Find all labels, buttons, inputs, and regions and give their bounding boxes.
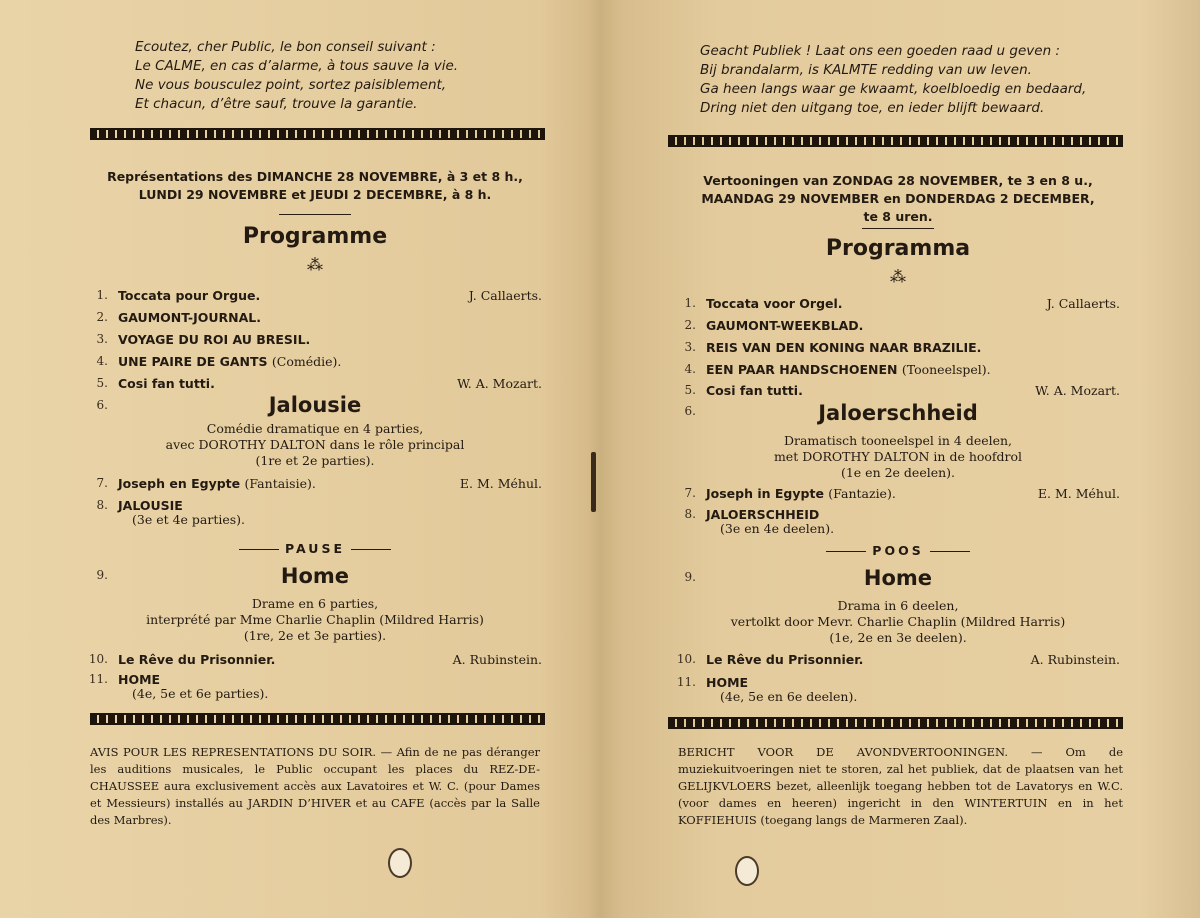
item-number: 9. [684,570,696,584]
item-title: GAUMONT-WEEKBLAD. [706,318,864,333]
item-number: 1. [96,288,108,302]
dates-line: te 8 uren. [863,209,933,224]
item-subtitle: (3e en 4e deelen). [720,521,835,536]
item-title: Toccata voor Orgel. [706,296,843,311]
item-number: 3. [684,340,696,354]
item-number: 10. [88,652,108,666]
item-number: 2. [684,318,696,332]
item-number: 8. [96,498,108,512]
feature-title: Jaloerschheid [818,401,978,425]
item-composer: W. A. Mozart. [1035,383,1120,398]
verse-line: Le CALME, en cas d’alarme, à tous sauve la vie. [135,58,459,74]
item-title: JALOUSIE [118,498,183,513]
item-title: Joseph in Egypte (Fantazie). [706,486,896,501]
evening-notice-nl: BERICHT VOOR DE AVONDVERTOONINGEN. — Om de muziekuitvoeringen niet te storen, zal het publiek, dat de plaatsen van het GELIJKVLOERS bezet, alleenlijk toegang hebben tot de Lavatorys en W.C. (voor dames en heeren) ingericht in den WINTERTUIN en in het KOFFIEHUIS (toegang langs de Marmeren Zaal). [678,745,1123,827]
feature-description: Comédie dramatique en 4 parties, avec DOROTHY DALTON dans le rôle principal (1re et 2e parties). [165,421,465,468]
item-composer: E. M. Méhul. [1037,486,1120,501]
item-number: 1. [684,296,696,310]
verse-line: Ne vous bousculez point, sortez paisiblement, [135,77,447,93]
short-rule [862,228,934,229]
item-number: 3. [96,332,108,346]
item-number: 6. [96,398,108,412]
feature-title: Home [280,564,350,588]
dashed-divider [90,128,545,140]
item-title: Le Rêve du Prisonnier. [706,652,864,667]
verse-line: Geacht Publiek ! Laat ons een goeden raad u geven : [700,43,1060,59]
item-composer: A. Rubinstein. [1030,652,1120,667]
ornament-icon: ⁂ [890,267,906,286]
item-title: Toccata pour Orgue. [118,288,261,303]
evening-notice-fr: AVIS POUR LES REPRESENTATIONS DU SOIR. — Afin de ne pas déranger les auditions musicales, le Public occupant les places du REZ-DE-CHAUSSEE aura exclusivement accès aux Lavatoires et W. C. (pour Dames et Messieurs) installés au JARDIN D’HIVER et au CAFE (accès par la Salle des Marbres). [90,745,540,827]
dashed-divider [90,713,545,725]
item-number: 5. [684,383,696,397]
item-title: Cosi fan tutti. [706,383,803,398]
verse-line: Ga heen langs waar ge kwaamt, koelbloedig en bedaard, [700,81,1087,97]
item-title: REIS VAN DEN KONING NAAR BRAZILIE. [706,340,982,355]
item-title: VOYAGE DU ROI AU BRESIL. [118,332,311,347]
item-number: 11. [676,675,696,689]
performance-dates-fr [80,168,550,204]
item-number: 4. [684,362,696,376]
ornament-icon: ⁂ [307,255,323,274]
item-number: 7. [96,476,108,490]
feature-description: Drame en 6 parties, interprété par Mme Charlie Chaplin (Mildred Harris) (1re, 2e et 3e parties). [146,596,484,643]
item-title: HOME [706,675,749,690]
item-composer: E. M. Méhul. [459,476,542,491]
feature-title: Jalousie [268,393,362,417]
punch-hole-right [735,856,759,886]
dates-line: MAANDAG 29 NOVEMBER en DONDERDAG 2 DECEMBER, [701,191,1095,206]
item-number: 10. [676,652,696,666]
item-subtitle: (4e, 5e en 6e deelen). [720,689,858,704]
intermission-label: PAUSE [80,541,550,556]
verse-line: Ecoutez, cher Public, le bon conseil suivant : [135,39,436,55]
item-subtitle: (3e et 4e parties). [132,512,246,527]
item-number: 7. [684,486,696,500]
dates-line: Vertooningen van ZONDAG 28 NOVEMBER, te 3 en 8 u., [703,173,1093,188]
item-title: JALOERSCHHEID [706,507,820,522]
booklet-spine [591,452,596,512]
intermission-label: POOS [668,543,1128,558]
program-heading: Programme [242,224,388,249]
item-number: 2. [96,310,108,324]
item-title: Le Rêve du Prisonnier. [118,652,276,667]
item-title: Joseph en Egypte (Fantaisie). [118,476,316,491]
short-rule [279,214,351,215]
item-title: HOME [118,672,161,687]
item-title: UNE PAIRE DE GANTS (Comédie). [118,354,342,369]
item-title: EEN PAAR HANDSCHOENEN (Tooneelspel). [706,362,991,377]
feature-description: Dramatisch tooneelspel in 4 deelen, met DOROTHY DALTON in de hoofdrol (1e en 2e deelen). [773,433,1023,480]
verse-line: Dring niet den uitgang toe, en ieder blijft bewaard. [700,100,1045,116]
safety-verse-nl [700,42,1086,118]
dashed-divider [668,717,1123,729]
item-number: 9. [96,568,108,582]
safety-verse-fr [135,38,458,114]
program-heading: Programma [825,236,971,261]
item-composer: J. Callaerts. [468,288,542,303]
item-subtitle: (4e, 5e et 6e parties). [132,686,269,701]
dates-line: LUNDI 29 NOVEMBRE et JEUDI 2 DECEMBRE, à 8 h. [138,187,492,202]
item-title: Cosi fan tutti. [118,376,215,391]
verse-line: Et chacun, d’être sauf, trouve la garantie. [135,96,418,112]
feature-description: Drama in 6 deelen, vertolkt door Mevr. Charlie Chaplin (Mildred Harris) (1e, 2e en 3e deelen). [730,598,1066,645]
item-composer: W. A. Mozart. [457,376,542,391]
item-number: 11. [88,672,108,686]
feature-title: Home [863,566,933,590]
item-number: 5. [96,376,108,390]
dashed-divider [668,135,1123,147]
item-title: GAUMONT-JOURNAL. [118,310,262,325]
item-composer: J. Callaerts. [1046,296,1120,311]
dates-line: Représentations des DIMANCHE 28 NOVEMBRE, à 3 et 8 h., [107,169,523,184]
performance-dates-nl [668,172,1128,226]
item-composer: A. Rubinstein. [452,652,542,667]
item-number: 4. [96,354,108,368]
item-number: 6. [684,404,696,418]
verse-line: Bij brandalarm, is KALMTE redding van uw leven. [700,62,1032,78]
item-number: 8. [684,507,696,521]
punch-hole-left [388,848,412,878]
